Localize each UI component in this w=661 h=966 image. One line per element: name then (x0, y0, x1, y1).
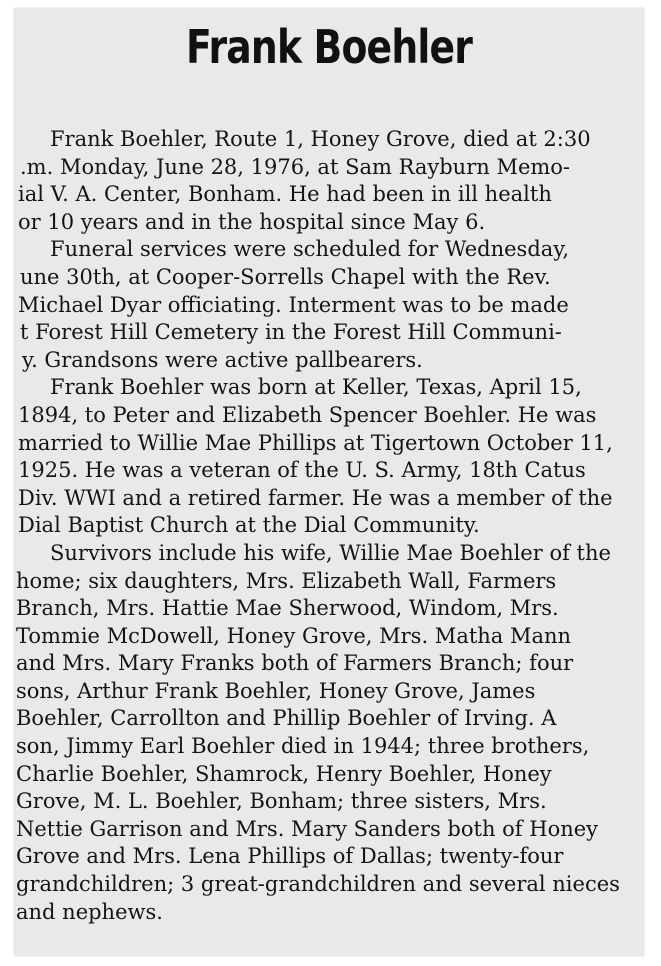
article-line: t Forest Hill Cemetery in the Forest Hill Communi- (20, 320, 562, 345)
article-title: Frank Boehler (185, 20, 473, 74)
article-line: .m. Monday, June 28, 1976, at Sam Rayburn Memo- (20, 154, 571, 179)
article-line: Survivors include his wife, Willie Mae Boehler of the (50, 540, 611, 565)
article-line: home; six daughters, Mrs. Elizabeth Wall, Farmers (16, 568, 557, 593)
article-line: 1894, to Peter and Elizabeth Spencer Boehler. He was (18, 402, 597, 427)
article-line: grandchildren; 3 great-grandchildren and several nieces (16, 872, 620, 897)
article-line: Dial Baptist Church at the Dial Community. (18, 513, 480, 538)
article-line: Grove and Mrs. Lena Phillips of Dallas; twenty-four (16, 844, 564, 869)
article-line: son, Jimmy Earl Boehler died in 1944; three brothers, (16, 734, 590, 759)
article-line: or 10 years and in the hospital since May 6. (18, 209, 486, 234)
article-line: Branch, Mrs. Hattie Mae Sherwood, Windom, Mrs. (16, 596, 559, 621)
newspaper-clipping (14, 8, 644, 956)
article-line: and nephews. (16, 899, 163, 924)
article-body (14, 126, 644, 926)
article-line: sons, Arthur Frank Boehler, Honey Grove, James (16, 678, 536, 703)
article-line: married to Willie Mae Phillips at Tigertown October 11, (18, 430, 613, 455)
article-line: Michael Dyar officiating. Interment was to be made (18, 292, 569, 317)
article-line: une 30th, at Cooper-Sorrells Chapel with the Rev. (20, 264, 551, 289)
article-line: and Mrs. Mary Franks both of Farmers Branch; four (16, 651, 574, 676)
article-line: ial V. A. Center, Bonham. He had been in ill health (18, 182, 552, 207)
article-line: 1925. He was a veteran of the U. S. Army, 18th Catus (18, 458, 586, 483)
article-line: Grove, M. L. Boehler, Bonham; three sisters, Mrs. (16, 789, 547, 814)
article-line: Tommie McDowell, Honey Grove, Mrs. Matha Mann (16, 623, 572, 648)
article-line: y. Grandsons were active pallbearers. (22, 347, 423, 372)
article-line: Funeral services were scheduled for Wednesday, (50, 237, 570, 262)
article-line: Frank Boehler was born at Keller, Texas, April 15, (50, 375, 582, 400)
article-line: Frank Boehler, Route 1, Honey Grove, died at 2:30 (50, 127, 591, 151)
article-line: Div. WWI and a retired farmer. He was a member of the (18, 485, 613, 510)
article-line: Boehler, Carrollton and Phillip Boehler of Irving. A (16, 706, 557, 731)
article-line: Nettie Garrison and Mrs. Mary Sanders both of Honey (16, 816, 599, 841)
article-line: Charlie Boehler, Shamrock, Henry Boehler, Honey (16, 761, 552, 786)
